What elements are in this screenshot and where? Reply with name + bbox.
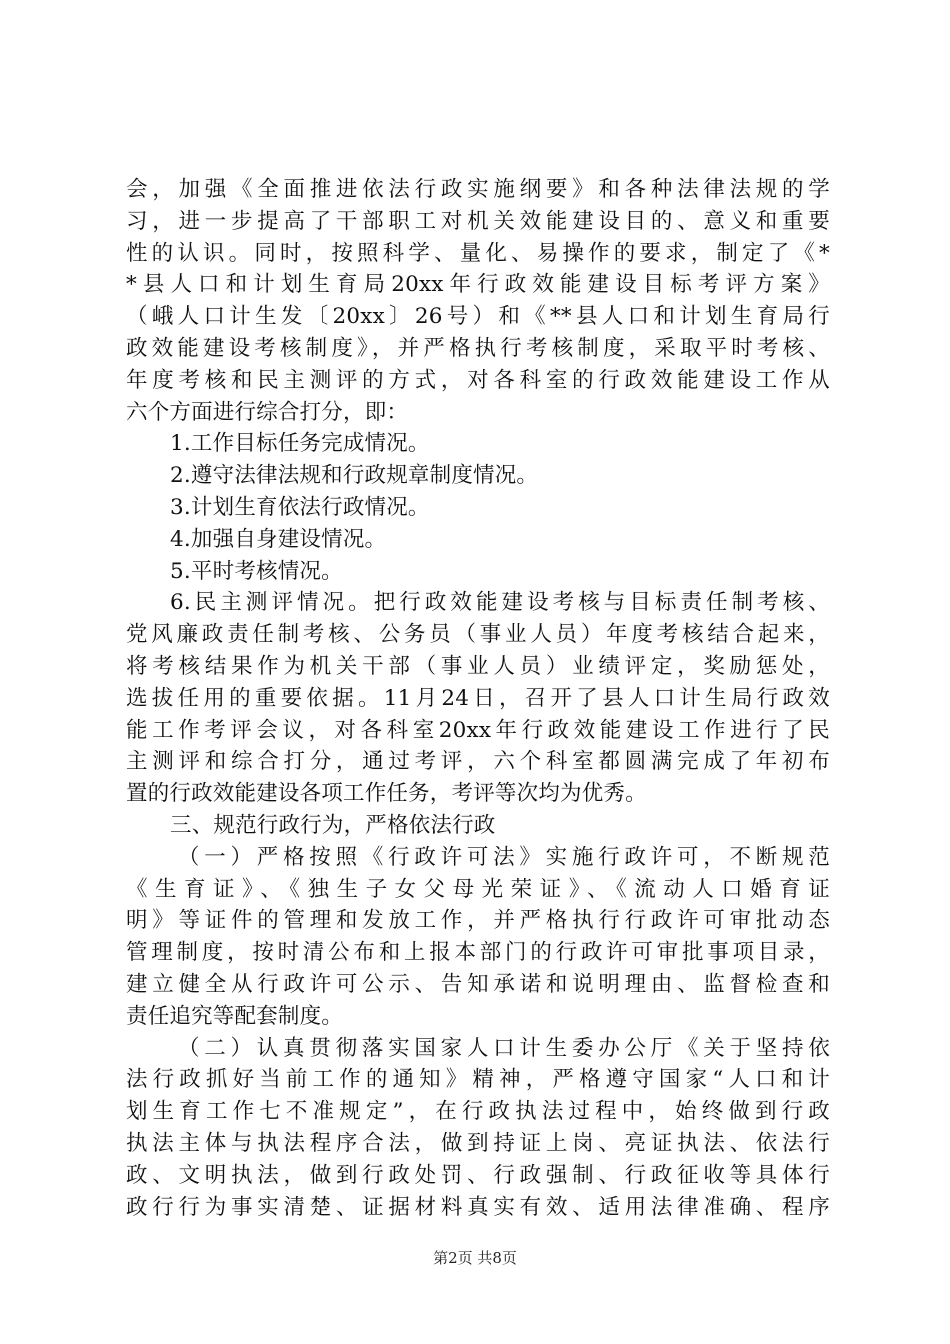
text-line: 《生育证》、《独生子女父母光荣证》、《流动人口婚育证	[126, 876, 830, 902]
section-heading: 三、规范行政行为，严格依法行政	[170, 812, 496, 838]
text-line: 选拔任用的重要依据。11月24日，召开了县人口计生局行政效	[126, 685, 830, 711]
page-number-footer: 第2页 共8页	[433, 1249, 517, 1267]
text-line: 划生育工作七不准规定”，在行政执法过程中，始终做到行政	[126, 1099, 830, 1125]
list-item: 6.民主测评情况。把行政效能建设考核与目标责任制考核、	[170, 590, 830, 616]
text-line: （一）严格按照《行政许可法》实施行政许可，不断规范	[178, 844, 830, 870]
text-line: （峨人口计生发〔20xx〕26号）和《**县人口和计划生育局行	[126, 304, 830, 330]
text-line: 政效能建设考核制度》，并严格执行考核制度，采取平时考核、	[126, 335, 830, 361]
text-line: 明》等证件的管理和发放工作，并严格执行行政许可审批动态	[126, 908, 830, 934]
list-item: 5.平时考核情况。	[170, 558, 343, 584]
text-line: *县人口和计划生育局20xx年行政效能建设目标考评方案》	[126, 272, 830, 298]
text-line: 能工作考评会议，对各科室20xx年行政效能建设工作进行了民	[126, 717, 830, 743]
text-line: 政、文明执法，做到行政处罚、行政强制、行政征收等具体行	[126, 1162, 830, 1188]
document-body	[126, 174, 830, 1223]
text-line: 将考核结果作为机关干部（事业人员）业绩评定，奖励惩处，	[126, 653, 830, 679]
list-item: 3.计划生育依法行政情况。	[170, 494, 430, 520]
text-line: 建立健全从行政许可公示、告知承诺和说明理由、监督检查和	[126, 971, 830, 997]
text-line: 主测评和综合打分，通过考评，六个科室都圆满完成了年初布	[126, 749, 830, 775]
text-line: 会，加强《全面推进依法行政实施纲要》和各种法律法规的学	[126, 177, 830, 202]
text-line: （二）认真贯彻落实国家人口计生委办公厅《关于坚持依	[178, 1035, 830, 1061]
text-line: 置的行政效能建设各项工作任务，考评等次均为优秀。	[126, 781, 647, 807]
text-line: 管理制度，按时清公布和上报本部门的行政许可审批事项目录，	[126, 940, 830, 966]
text-line: 责任追究等配套制度。	[126, 1003, 344, 1029]
list-item: 1.工作目标任务完成情况。	[170, 431, 430, 457]
text-line: 年度考核和民主测评的方式，对各科室的行政效能建设工作从	[126, 367, 830, 393]
text-line: 执法主体与执法程序合法，做到持证上岗、亮证执法、依法行	[126, 1130, 830, 1156]
list-item: 4.加强自身建设情况。	[170, 526, 387, 552]
text-line: 政行行为事实清楚、证据材料真实有效、适用法律准确、程序	[126, 1194, 830, 1220]
text-line: 六个方面进行综合打分，即：	[126, 399, 409, 425]
text-line: 法行政抓好当前工作的通知》精神，严格遵守国家“人口和计	[126, 1067, 830, 1093]
text-line: 党风廉政责任制考核、公务员（事业人员）年度考核结合起来，	[126, 622, 830, 648]
text-line: 习，进一步提高了干部职工对机关效能建设目的、意义和重要	[126, 208, 830, 234]
list-item: 2.遵守法律法规和行政规章制度情况。	[170, 463, 539, 489]
text-line: 性的认识。同时，按照科学、量化、易操作的要求，制定了《*	[126, 240, 830, 266]
